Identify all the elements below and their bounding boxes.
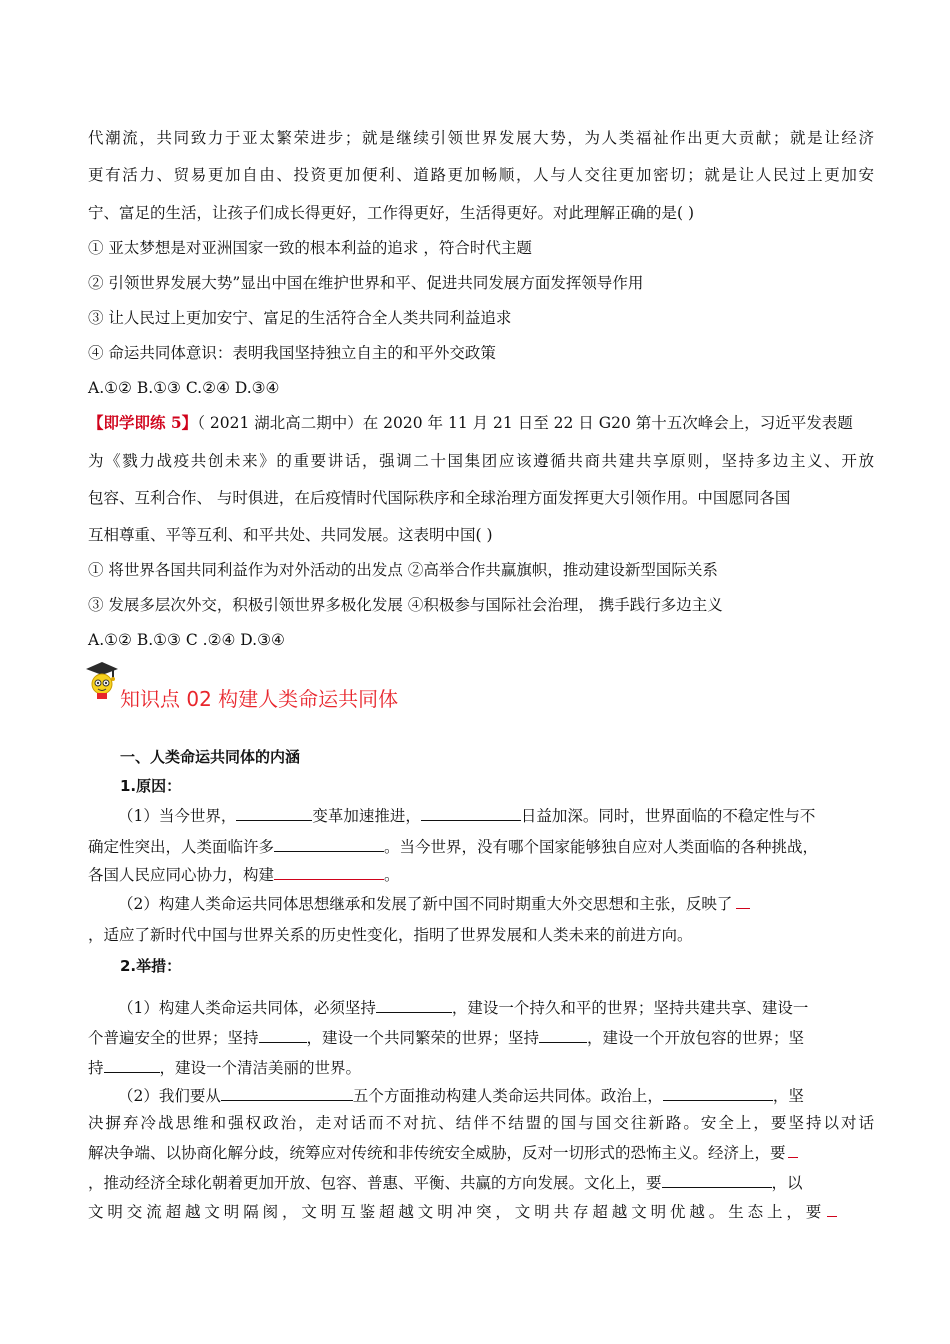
option-3: ③ 让人民过上更加安宁、富足的生活符合全人类共同利益追求	[88, 309, 512, 327]
fill-blank[interactable]	[274, 836, 384, 852]
answer-choices: A.①② B.①③ C.②④ D.③④	[88, 379, 280, 397]
exercise-5-line-1	[88, 413, 853, 433]
text: 。当今世界，没有哪个国家能够独自应对人类面临的各种挑战，	[384, 838, 819, 856]
text: 五个方面推动构建人类命运共同体。政治上，	[352, 1087, 663, 1105]
exercise-5-options-1: ① 将世界各国共同利益作为对外活动的出发点 ②高举合作共赢旗帜，推动建设新型国际关系	[88, 561, 718, 579]
reason-line-2	[88, 836, 818, 857]
measure-line-7	[88, 1172, 803, 1193]
fill-blank[interactable]	[663, 1085, 773, 1101]
text: ，以	[771, 1174, 803, 1192]
fill-blank[interactable]	[274, 864, 384, 880]
measure-line-2	[88, 1027, 804, 1048]
text: ，推动经济全球化朝着更加开放、包容、普惠、平衡、共赢的方向发展。文化上，要	[88, 1174, 662, 1192]
text: 日益加深。同时，世界面临的不稳定性与不	[520, 807, 816, 825]
fill-blank[interactable]	[376, 997, 452, 1013]
reason-line-1	[118, 805, 815, 826]
text: 各国人民应同心协力，构建	[88, 866, 275, 884]
text: （2）我们要从	[118, 1087, 221, 1105]
measure-line-5: 决摒弃冷战思维和强权政治，走对话而不对抗、结伴不结盟的国与国交往新路。安全上，要坚持以对话	[88, 1114, 874, 1132]
fill-blank[interactable]	[104, 1057, 160, 1073]
subsection-title: 一、人类命运共同体的内涵	[120, 748, 301, 766]
knowledge-point-heading: 知识点 02 构建人类命运共同体	[120, 687, 399, 711]
question-line-2: 更有活力、贸易更加自由、投资更加便利、道路更加畅顺，人与人交往更加密切；就是让人民过上更加安	[88, 166, 874, 184]
fill-blank[interactable]	[221, 1085, 353, 1101]
reason-line-3	[88, 864, 400, 885]
text: （2）构建人类命运共同体思想继承和发展了新中国不同时期重大外交思想和主张，反映了	[118, 895, 733, 913]
fill-blank[interactable]	[662, 1172, 772, 1188]
exercise-intro: （ 2021 湖北高二期中）在 2020 年 11 月 21 日至 22 日 G20 第十五次峰会上，习近平发表题	[197, 414, 853, 432]
fill-blank[interactable]	[736, 893, 750, 909]
fill-blank[interactable]	[539, 1027, 587, 1043]
option-1: ① 亚太梦想是对亚洲国家一致的根本利益的追求 ，符合时代主题	[88, 239, 532, 257]
text: ，建设一个清洁美丽的世界。	[159, 1059, 362, 1077]
exercise-tag: 【即学即练 5】	[88, 413, 198, 432]
exercise-5-line-4: 互相尊重、平等互利、和平共处、共同发展。这表明中国( )	[88, 526, 493, 544]
fill-blank[interactable]	[421, 805, 521, 821]
measure-line-1	[118, 997, 808, 1018]
text: ，坚	[772, 1087, 804, 1105]
reason-title: 1.原因：	[120, 777, 182, 795]
text: 解决争端、以协商化解分歧，统筹应对传统和非传统安全威胁，反对一切形式的恐怖主义。经济上，要	[88, 1144, 786, 1162]
fill-blank[interactable]	[236, 805, 312, 821]
exercise-5-line-2: 为《戮力战疫共创未来》的重要讲话，强调二十国集团应该遵循共商共建共享原则，坚持多边主义、开放	[88, 452, 874, 470]
question-line-3: 宁、富足的生活，让孩子们成长得更好，工作得更好，生活得更好。对此理解正确的是( )	[88, 204, 695, 222]
option-2: ② 引领世界发展大势”显出中国在维护世界和平、促进共同发展方面发挥领导作用	[88, 274, 644, 292]
reason-line-4	[118, 893, 750, 914]
text: 个普遍安全的世界；坚持	[88, 1029, 259, 1047]
text: 持	[88, 1059, 104, 1077]
text: ，建设一个持久和平的世界；坚持共建共享、建设一	[451, 999, 809, 1017]
text: （1）当今世界，	[118, 807, 237, 825]
text: 确定性突出，人类面临许多	[88, 838, 275, 856]
exercise-5-line-3: 包容、互利合作、 与时俱进，在后疫情时代国际秩序和全球治理方面发挥更大引领作用。中国愿同各国	[88, 489, 791, 507]
text: （1）构建人类命运共同体，必须坚持	[118, 999, 376, 1017]
question-line-1: 代潮流，共同致力于亚太繁荣进步；就是继续引领世界发展大势，为人类福祉作出更大贡献；就是让经济	[88, 129, 874, 147]
text: ，建设一个开放包容的世界；坚	[587, 1029, 805, 1047]
text: ，建设一个共同繁荣的世界；坚持	[306, 1029, 540, 1047]
measure-line-4	[118, 1085, 804, 1106]
reason-line-5: ，适应了新时代中国与世界关系的历史性变化，指明了世界发展和人类未来的前进方向。	[88, 926, 693, 944]
fill-blank[interactable]	[827, 1201, 837, 1217]
fill-blank[interactable]	[788, 1142, 798, 1158]
measure-line-3	[88, 1057, 361, 1078]
text: 。	[384, 866, 400, 884]
measure-line-6	[88, 1142, 798, 1163]
measure-line-8	[88, 1201, 837, 1222]
text: 文明交流超越文明隔阂，文明互鉴超越文明冲突，文明共存超越文明优越。生态上，要	[88, 1203, 826, 1221]
fill-blank[interactable]	[259, 1027, 307, 1043]
text: 变革加速推进，	[312, 807, 421, 825]
graduate-bulb-icon	[84, 660, 120, 702]
exercise-5-options-2: ③ 发展多层次外交，积极引领世界多极化发展 ④积极参与国际社会治理， 携手践行多边主义	[88, 596, 723, 614]
option-4: ④ 命运共同体意识：表明我国坚持独立自主的和平外交政策	[88, 344, 496, 362]
measures-title: 2.举措：	[120, 957, 182, 975]
exercise-5-answers: A.①② B.①③ C .②④ D.③④	[88, 631, 285, 649]
